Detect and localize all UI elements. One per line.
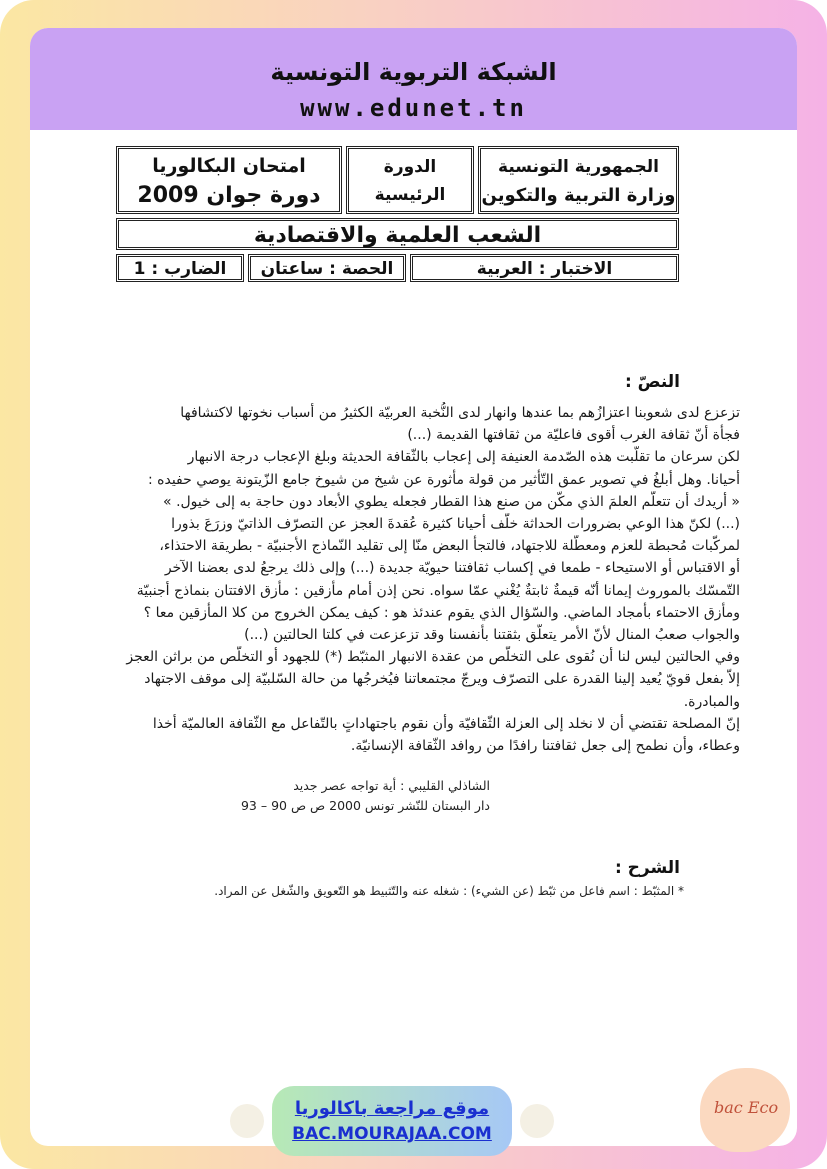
header-exam-box [116, 146, 342, 214]
bac-eco-logo [700, 1068, 790, 1152]
subject-label: الاختبار : العربية [476, 259, 613, 279]
site-banner [30, 28, 797, 130]
header-coefficient-box [116, 254, 244, 282]
duration-label: الحصة : ساعتان [260, 259, 394, 279]
passage-line: التّمسّك بالموروث إيمانا أنّه قيمةٌ ثابتةٌ يُغْني عمّا سواه. نحن إذن أمام مأزقين : مأزق الافتتان بنماذج أجنبيّة [136, 582, 740, 599]
source-author: الشاذلي القليبي : أية تواجه عصر جديد [293, 778, 490, 793]
header-session-box [346, 146, 474, 214]
passage-line: والمبادرة. [683, 693, 740, 710]
banner-title: الشبكة التربوية التونسية [270, 58, 557, 86]
republic-label: الجمهورية التونسية [498, 157, 659, 177]
explanation-note: * المثبّط : اسم فاعل من ثبّط (عن الشيء) : شغله عنه والتّثبيط هو التّعويق والشّغل عن المراد. [214, 884, 684, 898]
exam-title: امتحان البكالوريا [152, 155, 306, 177]
passage-line: فجأة أنّ ثقافة الغرب أقوى فاعليّة من ثقافتها القديمة (...) [407, 427, 740, 444]
footer-site-name[interactable]: موقع مراجعة باكالوريا [294, 1098, 490, 1119]
footer-logo-left [230, 1104, 264, 1138]
session-label-2: الرئيسية [374, 185, 446, 205]
footer-site-url[interactable]: BAC.MOURAJAA.COM [292, 1124, 492, 1144]
passage-line: لكن سرعان ما تقلّبت هذه الصّدمة العنيفة إلى إعجاب بالثّقافة الحديثة وبلغ الإعجاب درجة الانبهار [187, 449, 740, 466]
header-duration-box [248, 254, 406, 282]
explanation-label: الشرح : [614, 858, 680, 878]
passage-line: تزعزع لدى شعوبنا اعتزازُهم بما عندها وانهار لدى النُّخبة العربيّة الكثيرُ من أسباب نخوتها لاكتشافها [180, 405, 740, 421]
passage-line: لمركّبات مُحبطة للعزم ومعطّلة للاجتهاد، فالتجأ البعض منّا إلى تقليد النّماذج الأجنبيّة - بطريقة الاحتذاء، [159, 538, 740, 555]
footer-logo-right [520, 1104, 554, 1138]
coefficient-label: الضارب : 1 [133, 259, 227, 279]
passage-line: وفي الحالتين ليس لنا أن نُقوى على التخلّص من عقدة الانبهار المثبّط (*) للجهود أو التخلّص من براثن العجز [126, 649, 740, 666]
session-label-1: الدورة [383, 157, 437, 177]
passage-line: ومأزق الاحتماء بأمجاد الماضي. والسّؤال الذي يقوم عندئذ هو : كيف يمكن الخروج من كلا المأزقين معا ؟ [143, 604, 740, 621]
passage-line: أو الاقتباس أو الاستيحاء - طمعا في إكساب ثقافتنا حيويّة جديدة (...) وإلى ذلك يرجعُ لدى بعضنا الآخر [164, 560, 740, 577]
passage-line: أحيانا. وهل أبلغُ في تصوير عمق التّأثير من قولة مأثورة عن شيخ من شيوخ جامع الزّيتونة يوصي حفيده : [147, 471, 740, 488]
bac-eco-text: bac Eco [714, 1098, 779, 1117]
passage-line: إنّ المصلحة تقتضي أن لا نخلد إلى العزلة الثّقافيّة وأن نقوم باجتهاداتٍ بالتّفاعل مع الثّقافة العالميّة أخذا [152, 715, 740, 732]
passage-line: « أريدك أن تتعلّم العلمَ الذي مكّن من صنع هذا القطار فجعله يطوي الأبعاد دون حاجة به إلى خيول. » [163, 493, 740, 510]
passage-line: إلاّ بفعل قويّ يُعيد إلينا القدرة على التصرّف ويرجّ مجتمعاتنا فيُخرجُها من حالة السّلبيّة إلى موقف الاجتهاد [144, 671, 740, 688]
header-sections-box [116, 218, 679, 250]
passage-line: (...) لكنّ هذا الوعي بضرورات الحداثة خلّف أحيانا كثيرة عُقدةَ العجز عن التصرّف الذاتيّ وزرَعَ بذورا [171, 516, 740, 533]
sections-label: الشعب العلمية والاقتصادية [253, 223, 542, 248]
ministry-label: وزارة التربية والتكوين [481, 185, 676, 206]
passage-body [106, 402, 740, 757]
passage-line: وعطاء، وأن نطمح إلى جعل ثقافتنا رافدًا من روافد الثّقافة الإنسانيّة. [350, 738, 740, 755]
exam-session-date: دورة جوان 2009 [137, 183, 321, 208]
text-label: النصّ : [624, 372, 680, 392]
passage-line: والجواب صعبُ المنال لأنّ الأمر يتعلّق بثقتنا بأنفسنا وقد تزعزعت في كلتا الحالتين (...) [244, 627, 740, 644]
source-publisher: دار البستان للنّشر تونس 2000 ص ص 90 – 93 [240, 798, 490, 813]
banner-url[interactable]: www.edunet.tn [300, 94, 527, 122]
footer-site-link[interactable] [272, 1086, 512, 1156]
header-ministry-box [478, 146, 679, 214]
header-subject-box [410, 254, 679, 282]
